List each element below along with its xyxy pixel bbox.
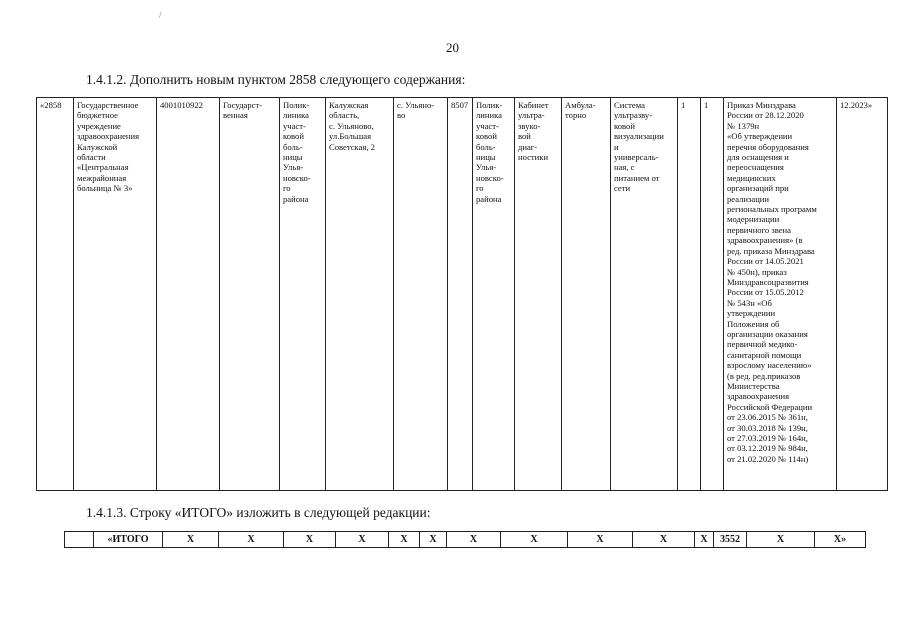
cell-address: Калужская область, с. Ульяново, ул.Большая Советская, 2 (326, 98, 394, 491)
cell-inn: 4001010922 (157, 98, 220, 491)
total-cell-sum: 3552 (714, 532, 747, 548)
cell-organization: Государственное бюджетное учреждение здравоохранения Калужской области «Центральная межрайонная больница № 3» (74, 98, 157, 491)
total-cell: Х (420, 532, 447, 548)
total-cell: Х (336, 532, 389, 548)
total-cell: Х (501, 532, 568, 548)
table-row (65, 532, 866, 548)
total-cell-label: «ИТОГО (94, 532, 163, 548)
total-cell: Х (219, 532, 284, 548)
total-cell: Х (163, 532, 219, 548)
total-cell: Х (747, 532, 815, 548)
cell-quantity-b: 1 (701, 98, 724, 491)
cell-subdivision: Полик- линика участ- ковой боль- ницы Улья- новско- го района (280, 98, 326, 491)
total-cell: Х (389, 532, 420, 548)
cell-equipment: Система ультразву- ковой визуализации и универсаль- ная, с питанием от сети (611, 98, 678, 491)
table-row (37, 98, 888, 491)
total-cell-blank (65, 532, 94, 548)
total-cell: Х (284, 532, 336, 548)
scan-mark: / (159, 10, 162, 20)
cell-date: 12.2023» (837, 98, 888, 491)
total-row-table (64, 531, 866, 548)
cell-cabinet: Кабинет ультра- звуко- вой диаг- ностики (515, 98, 562, 491)
total-cell: Х (633, 532, 695, 548)
cell-quantity-a: 1 (678, 98, 701, 491)
total-cell: Х (447, 532, 501, 548)
cell-legal-basis: Приказ Минздрава России от 28.12.2020 № 1379н «Об утверждении перечня оборудования для оснащения и переоснащения медицинских организаций при реализации региональных программ модернизации первичного звена здравоохранения» (в ред. приказа Минздрава России от 14.05.2021 № 450н), приказ Минздравсоцразвития России от 15.05.2012 № 543н «Об утверждении Положения об организации оказания первичной медико- санитарной помощи взрослому населению» (в ред. ред.приказов Министерства здравоохранения Российской Федерации от 23.06.2015 № 361н, от 30.03.2018 № 139н, от 27.03.2019 № 164н, от 03.12.2019 № 984н, от 21.02.2020 № 114н) (724, 98, 837, 491)
new-item-table (36, 97, 888, 491)
cell-unit: Полик- линика участ- ковой боль- ницы Улья- новско- го района (473, 98, 515, 491)
cell-locality: с. Ульяно- во (394, 98, 448, 491)
section-heading-1-4-1-2: 1.4.1.2. Дополнить новым пунктом 2858 следующего содержания: (86, 72, 466, 87)
total-cell: Х (568, 532, 633, 548)
total-cell: Х (695, 532, 714, 548)
total-cell-last: Х» (815, 532, 866, 548)
section-heading-1-4-1-3: 1.4.1.3. Строку «ИТОГО» изложить в следующей редакции: (86, 505, 431, 520)
cell-care-condition: Амбула- торно (562, 98, 611, 491)
cell-item-number: «2858 (37, 98, 74, 491)
cell-population: 8507 (448, 98, 473, 491)
cell-ownership: Государст- венная (220, 98, 280, 491)
page-number: 20 (446, 40, 459, 55)
